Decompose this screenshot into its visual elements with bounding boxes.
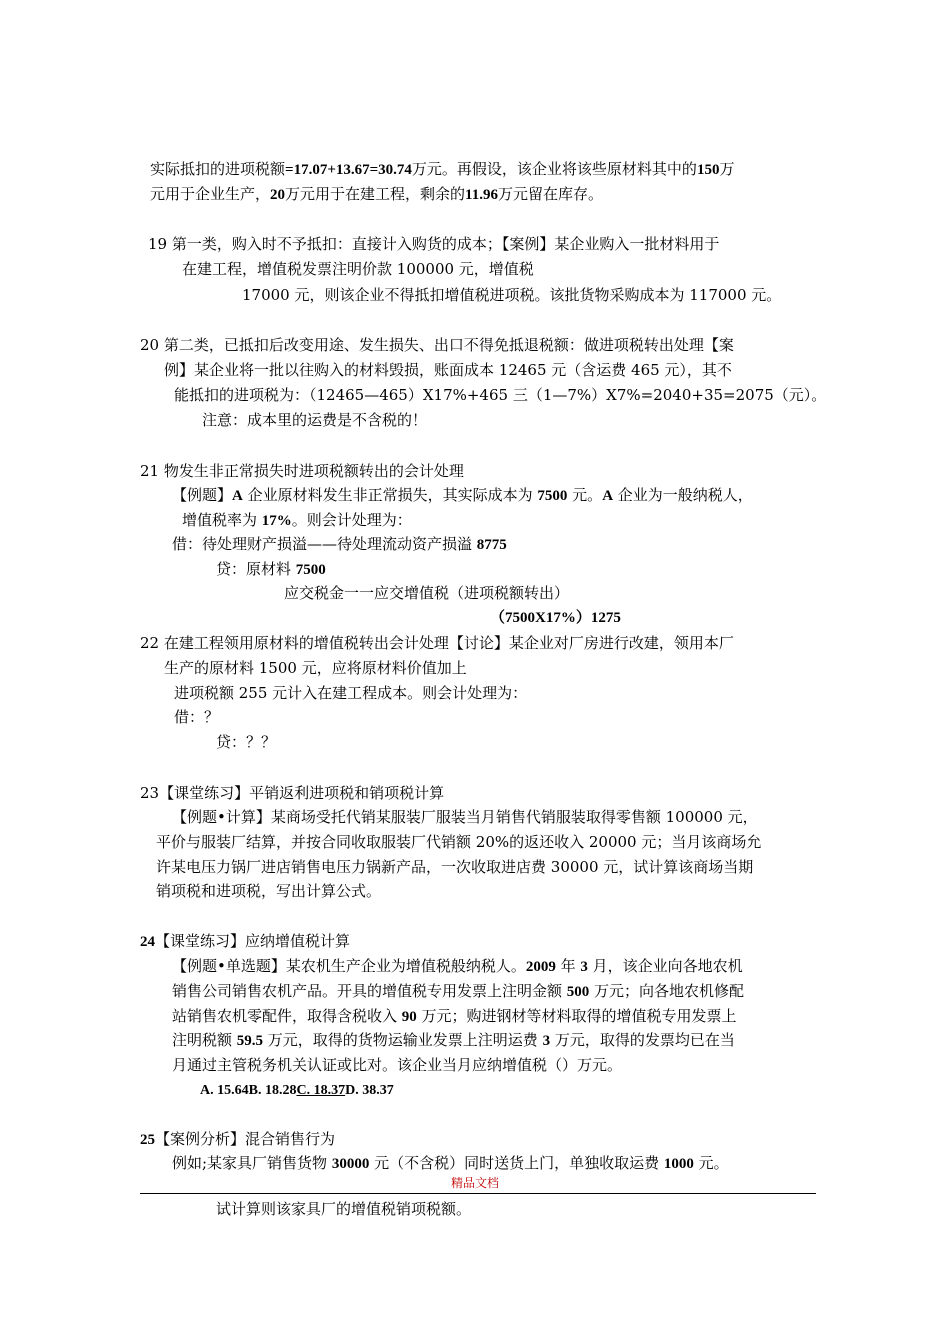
section-23-line-1: 【例题•计算】某商场受托代销某服装厂服装当月销售代销服装取得零售额 100000 元，	[172, 808, 758, 826]
section-22-credit: 贷：？？	[216, 733, 277, 751]
option-b: B. 18.28	[248, 1083, 297, 1098]
section-19-line-2: 在建工程，增值税发票注明价款 100000 元，增值税	[182, 260, 534, 278]
section-25-line-1: 例如;某家具厂销售货物 30000 元（不含税）同时送货上门，单独收取运费 1000 元。	[172, 1154, 729, 1172]
section-20-line-2: 例】某企业将一批以往购入的材料毁损，账面成本 12465 元（含运费 465 元），其不	[164, 361, 732, 379]
section-23-line-3: 许某电压力锅厂进店销售电压力锅新产品，一次收取进店费 30000 元，试计算该商场当期	[156, 858, 754, 876]
section-24-line-3: 站销售农机零配件，取得含税收入 90 万元；购进钢材等材料取得的增值税专用发票上	[172, 1007, 737, 1025]
section-21-title: 21 物发生非正常损失时进项税额转出的会计处理	[140, 462, 464, 480]
section-20-line-3: 能抵扣的进项税为：（12465—465）X17%+465 三（1—7%）X7%=2040+35=2075（元）。	[174, 386, 827, 404]
section-22-debit: 借：？	[174, 708, 220, 726]
section-24-title: 24【课堂练习】应纳增值税计算	[140, 932, 351, 950]
para-intro-line-2: 元用于企业生产，20万元用于在建工程，剩余的11.96万元留在库存。	[150, 185, 603, 203]
section-23-line-4: 销项税和进项税，写出计算公式。	[156, 882, 382, 900]
section-22-line-1: 22 在建工程领用原材料的增值税转出会计处理【讨论】某企业对厂房进行改建，领用本厂	[140, 634, 734, 652]
section-23-title: 23【课堂练习】平销返利进项税和销项税计算	[140, 784, 445, 802]
section-25-line-2: 试计算则该家具厂的增值税销项税额。	[216, 1200, 472, 1218]
section-21-line-2: 增值税率为 17%。则会计处理为：	[182, 511, 412, 529]
section-24-line-2: 销售公司销售农机产品。开具的增值税专用发票上注明金额 500 万元；向各地农机修配	[172, 982, 745, 1000]
section-21-debit: 借：待处理财产损溢——待处理流动资产损溢 8775	[172, 535, 507, 553]
section-20-note: 注意：成本里的运费是不含税的！	[202, 411, 428, 429]
section-24-options	[200, 1080, 394, 1102]
option-a: A. 15.64	[200, 1083, 249, 1098]
option-d: D. 38.37	[345, 1083, 394, 1098]
section-22-line-3: 进项税额 255 元计入在建工程成本。则会计处理为：	[174, 684, 528, 702]
section-23-line-2: 平价与服装厂结算，并按合同收取服装厂代销额 20%的返还收入 20000 元；当月该商场允	[156, 833, 762, 851]
section-24-line-4: 注明税额 59.5 万元，取得的货物运输业发票上注明运费 3 万元，取得的发票均已在当	[172, 1031, 735, 1049]
section-21-credit: 贷：原材料 7500	[216, 560, 326, 578]
section-21-amount: （7500X17%）1275	[490, 610, 621, 626]
footer-divider	[140, 1193, 816, 1194]
section-25-title: 25【案例分析】混合销售行为	[140, 1130, 336, 1148]
footer-watermark-label: 精品文档	[450, 1176, 499, 1190]
section-19-line-3: 17000 元，则该企业不得抵扣增值税进项税。该批货物采购成本为 117000 元。	[242, 286, 782, 304]
section-19-line-1: 19 第一类，购入时不予抵扣：直接计入购货的成本；【案例】某企业购入一批材料用于	[148, 235, 720, 253]
option-c: C. 18.37	[296, 1083, 346, 1098]
para-intro-line-1: 实际抵扣的进项税额=17.07+13.67=30.74万元。再假设，该企业将该些原材料其中的150万	[150, 160, 735, 178]
section-20-line-1: 20 第二类，已抵扣后改变用途、发生损失、出口不得免抵退税额：做进项税转出处理【案	[140, 336, 734, 354]
section-21-line-1: 【例题】A 企业原材料发生非正常损失，其实际成本为 7500 元。A 企业为一般纳税人，	[172, 486, 753, 504]
section-24-line-1: 【例题•单选题】某农机生产企业为增值税般纳税人。2009 年 3 月，该企业向各地农机	[172, 957, 743, 975]
section-22-line-2: 生产的原材料 1500 元，应将原材料价值加上	[164, 659, 467, 677]
section-21-credit-sub: 应交税金一一应交增值税（进项税额转出）	[284, 584, 570, 602]
section-24-line-5: 月通过主管税务机关认证或比对。该企业当月应纳增值税（）万元。	[172, 1056, 623, 1074]
